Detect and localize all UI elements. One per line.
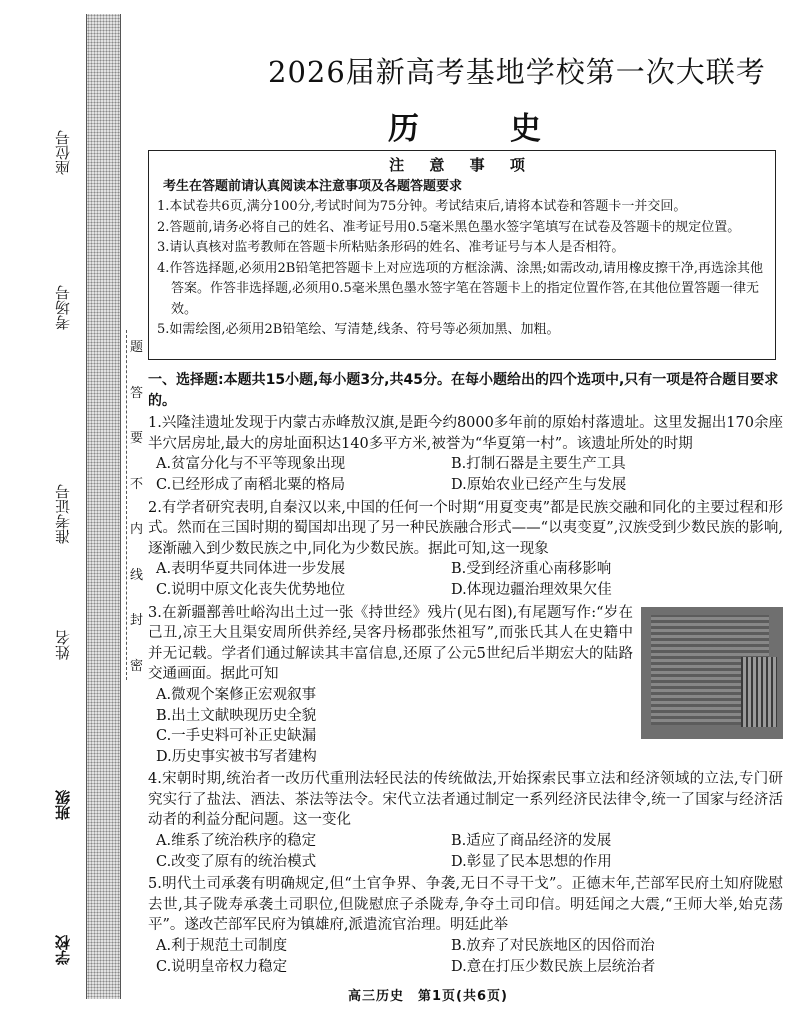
option-d[interactable]: D.彰显了民本思想的作用 (451, 853, 612, 870)
multiple-choice-section (148, 370, 783, 977)
binding-margin (0, 0, 150, 1026)
notice-item: 4.作答选择题,必须用2B铅笔把答题卡上对应选项的方框涂满、涂黑;如需改动,请用橡皮擦干净,再选涂其他答案。作答非选择题,必须用0.5毫米黑色墨水签字笔在答题卡上的指定位置作答,在其他位置答题一律无效。 (157, 260, 764, 317)
option-c[interactable]: C.说明中原文化丧失优势地位 (156, 581, 346, 598)
exam-room-field (52, 285, 73, 330)
notice-box (148, 150, 776, 360)
binding-stripe (86, 14, 121, 999)
notice-item: 1.本试卷共6页,满分100分,考试时间为75分钟。考试结束后,请将本试卷和答题卡一并交回。 (157, 199, 687, 214)
question-5 (148, 874, 783, 977)
option-b[interactable]: B.适应了商品经济的发展 (451, 833, 612, 850)
name-field (52, 630, 73, 660)
question-stem: 3.在新疆鄯善吐峪沟出土过一张《持世经》残片(见右图),有尾题写作:“岁在己丑,凉王大且渠安周所供养经,吴客丹杨郡张烋祖写”,而张氏其人在史籍中并无记载。学者们通过解读其丰富信息,还原了公元5世纪后半期宏大的陆路交通画面。据此可知 (148, 604, 633, 683)
exam-room-label: 考场号 (54, 285, 72, 330)
class-label: 班级 (54, 790, 72, 820)
seat-number-field (52, 130, 73, 175)
manuscript-fragment-image (641, 607, 783, 739)
question-stem: 1.兴隆洼遗址发现于内蒙古赤峰敖汉旗,是距今约8000多年前的原始村落遗址。这里发掘出170余座半穴居房址,最大的房址面积达140多平方米,被誉为“华夏第一村”。该遗址所处的时期 (148, 415, 783, 452)
notice-title: 注 意 事 项 (389, 156, 535, 174)
option-d[interactable]: D.原始农业已经产生与发展 (451, 476, 627, 493)
page-footer: 高三历史 第1页(共6页) (348, 989, 508, 1004)
question-stem: 5.明代土司承袭有明确规定,但“土官争界、争袭,无日不寻干戈”。正德末年,芒部军民府土知府陇慰去世,其子陇寿承袭土司职位,但陇慰庶子杀陇寿,争夺土司印信。明廷闻之大震,“王师大举,始克荡平”。遂改芒部军民府为镇雄府,派遣流官治理。明廷此举 (148, 876, 783, 934)
option-c[interactable]: C.改变了原有的统治模式 (156, 853, 317, 870)
question-4 (148, 769, 783, 872)
admission-number-label: 准考证号 (54, 484, 72, 544)
question-3 (148, 603, 783, 768)
admission-number-field (52, 480, 73, 544)
seal-line-warning (126, 330, 146, 680)
option-a[interactable]: A.利于规范土司制度 (156, 938, 288, 955)
subject-title: 历 史 (388, 111, 571, 147)
warning-char: 密 (129, 658, 143, 674)
seat-number-label: 座位号 (54, 130, 72, 175)
option-b[interactable]: B.放弃了对民族地区的因俗而治 (451, 938, 655, 955)
option-a[interactable]: A.表明华夏共同体进一步发展 (156, 561, 346, 578)
question-1 (148, 413, 783, 495)
warning-char: 答 (129, 385, 143, 401)
option-b[interactable]: B.打制石器是主要生产工具 (451, 456, 626, 473)
warning-char: 题 (129, 340, 143, 355)
option-d[interactable]: D.意在打压少数民族上层统治者 (451, 958, 656, 975)
notice-item: 2.答题前,请务必将自己的姓名、准考证号用0.5毫米黑色墨水签字笔填写在试卷及答题卡的规定位置。 (157, 219, 741, 235)
warning-char: 封 (129, 613, 143, 629)
warning-char: 内 (129, 522, 143, 538)
option-b[interactable]: B.受到经济重心南移影响 (451, 561, 612, 578)
school-label: 学校 (54, 935, 72, 965)
notice-item: 3.请认真核对监考教师在答题卡所粘贴条形码的姓名、准考证号与本人是否相符。 (157, 240, 625, 255)
name-label: 姓名 (54, 630, 72, 660)
question-stem: 2.有学者研究表明,自秦汉以来,中国的任何一个时期“用夏变夷”都是民族交融和同化的主要过程和形式。然而在三国时期的蜀国却出现了另一种民族融合形式——“以夷变夏”,汉族受到少数民族的影响,逐渐融入到少数民族之中,同化为少数民族。据此可知,这一现象 (148, 499, 783, 557)
notice-item: 5.如需绘图,必须用2B铅笔绘、写清楚,线条、符号等必须加黑、加粗。 (157, 322, 560, 337)
option-a[interactable]: A.维系了统治秩序的稳定 (156, 833, 317, 850)
option-b[interactable]: B.出土文献映现历史全貌 (156, 707, 317, 724)
question-2 (148, 498, 783, 601)
option-c[interactable]: C.已经形成了南稻北粟的格局 (156, 476, 346, 493)
option-d[interactable]: D.体现边疆治理效果欠佳 (451, 581, 612, 598)
warning-char: 不 (129, 476, 143, 492)
option-d[interactable]: D.历史事实被书写者建构 (156, 748, 317, 765)
section-heading: 一、选择题:本题共15小题,每小题3分,共45分。在每小题给出的四个选项中,只有一项是符合题目要求的。 (148, 372, 779, 409)
class-field (52, 790, 73, 820)
exam-title: 2026届新高考基地学校第一次大联考 (268, 55, 766, 89)
notice-subtitle: 考生在答题前请认真阅读本注意事项及各题答题要求 (163, 178, 463, 194)
warning-char: 要 (129, 431, 143, 447)
option-a[interactable]: A.贫富分化与不平等现象出现 (156, 456, 346, 473)
question-stem: 4.宋朝时期,统治者一改历代重刑法轻民法的传统做法,开始探索民事立法和经济领域的立法,专门研究实行了盐法、酒法、茶法等法令。宋代立法者通过制定一系列经济民法律令,统一了国家与经济活动者的利益分配问题。这一变化 (148, 771, 783, 829)
option-c[interactable]: C.说明皇帝权力稳定 (156, 958, 288, 975)
option-c[interactable]: C.一手史料可补正史缺漏 (156, 728, 317, 745)
school-field (52, 935, 73, 965)
option-a[interactable]: A.微观个案修正宏观叙事 (156, 686, 317, 703)
warning-char: 线 (129, 567, 143, 583)
